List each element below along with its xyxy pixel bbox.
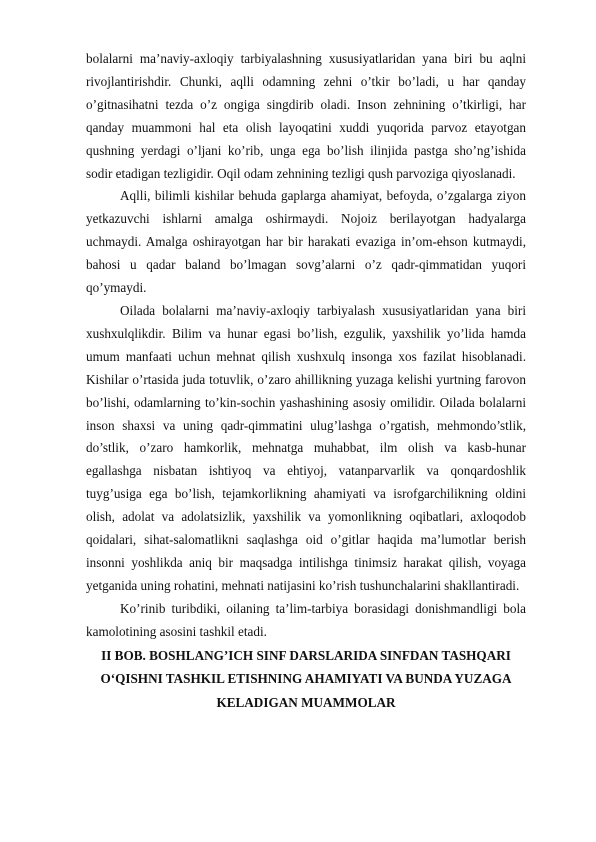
chapter-heading-line-1: II BOB. BOSHLANG’ICH SINF DARSLARIDA SINFDAN TASHQARI (101, 647, 511, 663)
chapter-heading-line-2: O‘QISHNI TASHKIL ETISHNING AHAMIYATI VA BUNDA YUZAGA (100, 671, 512, 687)
paragraph-3: Oilada bolalarni ma’naviy-axloqiy tarbiyalash xususiyatlaridan yana biri xushxulqlikdir. Bilim va hunar egasi bo’lish, ezgulik, yaxshilik yo’lida hamda umum manfaati uchun mehnat qilish xushxulq insonga xos fazilat hisoblanadi. Kishilar o’rtasida juda totuvlik, o’zaro ahillikning yuzaga kelishi yurtning farovon bo’lishi, odamlarning to’kin-sochin yashashining asosiy omilidir. Oilada bolalarni inson shaxsi va uning qadr-qimmatini ulug’lashga o’rgatish, mehmondo’stlik, do’stlik, o’zaro hamkorlik, mehnatga muhabbat, ilm olish va kasb-hunar egallashga nisbatan ishtiyoq va ehtiyoj, vatanparvarlik va qonqardoshlik tuyg’usiga ega bo’lish, tejamkorlikning ahamiyati va isrofgarchilikning oldini olish, adolat va adolatsizlik, yaxshilik va yomonlikning oqibatlari, axloqodob qoidalari, sihat-salomatlikni saqlashga oid o’gitlar haqida ma’lumotlar berish insonni yoshlikda aniq bir maqsadga intilishga tinimsiz harakat qilish, voyaga yetganida uning rohatini, mehnati natijasini ko’rish tushunchalarini shakllantiradi. (86, 302, 526, 593)
paragraph-4: Ko’rinib turibdiki, oilaning ta’lim-tarbiya borasidagi donishmandligi bola kamolotining asosini tashkil etadi. (86, 600, 526, 639)
paragraph-1: bolalarni ma’naviy-axloqiy tarbiyalashning xususiyatlaridan yana biri bu aqlni rivojlantirishdir. Chunki, aqlli odamning zehni o’tkir bo’ladi, u har qanday o’gitnasihatni tezda o’z ongiga singdirib oladi. Inson zehnining o’tkirligi, har qanday muammoni hal eta olish layoqatini xuddi yuqorida parvoz etayotgan qushning yerdagi o’ljani ko’rib, unga ega bo’lish ilinjida pastga sho’ng’ishida sodir etadigan tezligidir. Oqil odam zehnining tezligi qush parvoziga qiyoslanadi. (86, 51, 526, 181)
chapter-heading-line-3: KELADIGAN MUAMMOLAR (216, 694, 396, 710)
document-page (86, 48, 526, 714)
chapter-heading (86, 644, 526, 715)
paragraph-2: Aqlli, bilimli kishilar behuda gaplarga ahamiyat, befoyda, o’zgalarga ziyon yetkazuvchi ishlarni amalga oshirmaydi. Nojoiz berilayotgan hadyalarga uchmaydi. Amalga oshirayotgan har bir harakati evaziga in’om-ehson kutmaydi, bahosi u qadar baland bo’lmagan sovg’alarni o’z qadr-qimmatidan yuqori qo’ymaydi. (86, 188, 526, 296)
